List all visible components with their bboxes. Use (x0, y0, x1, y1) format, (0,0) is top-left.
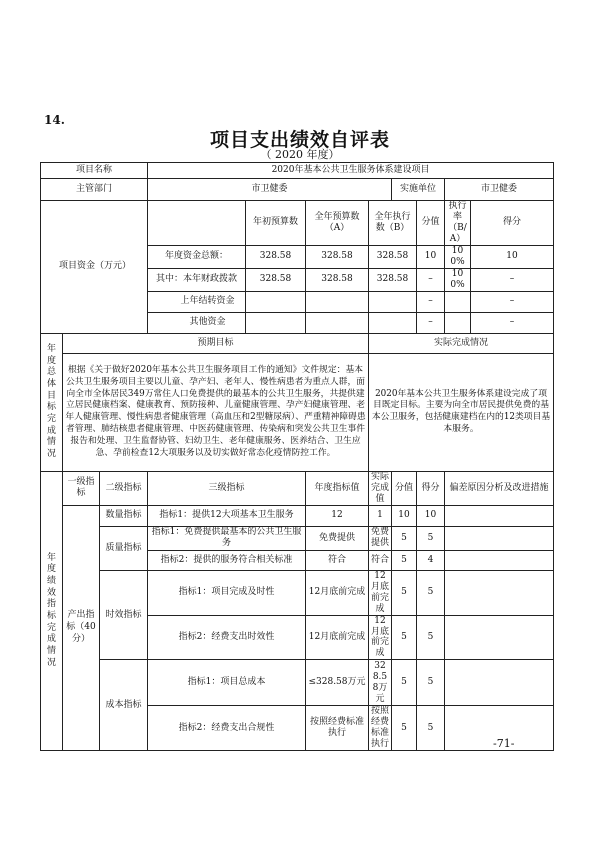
col-score: 得分 (417, 471, 445, 505)
indicator-actual: 12月底前完成 (369, 570, 392, 615)
indicator-target: 12月底前完成 (306, 570, 369, 615)
funds-row-exec: 328.58 (369, 268, 417, 291)
indicator-target: ≤328.58万元 (306, 660, 369, 706)
indicator-score-val: 5 (392, 570, 417, 615)
indicator-name: 指标1：免费提供最基本的公共卫生服务 (148, 526, 306, 550)
indicator-target: 12 (306, 505, 369, 526)
col-level3: 三级指标 (148, 471, 306, 505)
indicator-score-val: 10 (392, 505, 417, 526)
overall-label: 年度总体目标完成情况 (41, 333, 63, 471)
funds-col-blank (148, 201, 246, 246)
funds-label: 项目资金（万元） (41, 201, 148, 334)
indicator-header-row (41, 471, 554, 505)
col-score-val: 分值 (392, 471, 417, 505)
level2-cost: 成本指标 (100, 660, 148, 751)
funds-row-budget (306, 312, 369, 333)
funds-row-score: – (471, 312, 554, 333)
page-number: -71- (493, 737, 515, 750)
indicator-row (41, 660, 554, 706)
indicator-analysis (445, 526, 554, 550)
dept-value: 市卫健委 (148, 179, 392, 201)
funds-row-rate: 100% (445, 245, 471, 268)
funds-row-init (246, 291, 306, 312)
level1-output: 产出指标（40分） (63, 505, 100, 751)
actual-text: 2020年基本公共卫生服务体系建设完成了项目既定目标。主要为向全市居民提供免费的基本公卫服务，包括健康建档在内的12类项目基本服务。 (369, 353, 554, 471)
funds-col-rate: 执行率（B/A） (445, 201, 471, 246)
indicator-target: 按照经费标准执行 (306, 706, 369, 751)
indicator-name: 指标2：经费支出合规性 (148, 706, 306, 751)
year-subtitle: （ 2020 年度） (260, 148, 340, 161)
level2-quality: 质量指标 (100, 526, 148, 570)
funds-row-rate (445, 312, 471, 333)
funds-row-init (246, 312, 306, 333)
funds-row-score: – (471, 268, 554, 291)
indicator-score-val: 5 (392, 550, 417, 570)
col-target: 年度指标值 (306, 471, 369, 505)
funds-row-budget: 328.58 (306, 268, 369, 291)
funds-row-score-val: – (417, 312, 445, 333)
indicator-name: 指标1：项目完成及时性 (148, 570, 306, 615)
indicator-row (41, 570, 554, 615)
section-number: 14. (44, 113, 65, 127)
indicator-score: 5 (417, 526, 445, 550)
funds-col-budget: 全年预算数（A） (306, 201, 369, 246)
indicator-name: 指标2：经费支出时效性 (148, 615, 306, 660)
indicator-actual: 符合 (369, 550, 392, 570)
indicator-score: 10 (417, 505, 445, 526)
indicator-score-val: 5 (392, 615, 417, 660)
funds-row-score-val: 10 (417, 245, 445, 268)
department-row (41, 179, 554, 201)
overall-content-row (41, 353, 554, 471)
funds-row-name: 年度资金总额： (148, 245, 246, 268)
indicator-score: 5 (417, 706, 445, 751)
project-name-label: 项目名称 (41, 163, 148, 179)
funds-row-exec: 328.58 (369, 245, 417, 268)
indicator-score: 5 (417, 615, 445, 660)
indicator-score: 5 (417, 570, 445, 615)
indicator-analysis (445, 505, 554, 526)
funds-row-exec (369, 291, 417, 312)
funds-col-score: 得分 (471, 201, 554, 246)
project-name-row (41, 163, 554, 179)
funds-row-budget: 328.58 (306, 245, 369, 268)
indicator-score: 4 (417, 550, 445, 570)
funds-row-exec (369, 312, 417, 333)
expected-text: 根据《关于做好2020年基本公共卫生服务项目工作的通知》文件规定：基本公共卫生服务项目主要以儿童、孕产妇、老年人、慢性病患者为重点人群，面向全市全体居民349万常住人口免费提供的最基本的公共卫生服务，共提供建立居民健康档案、健康教育、预防接种、儿童健康管理、孕产妇健康管理、老年人健康管理、慢性病患者健康管理（高血压和2型糖尿病）、严重精神障碍患者管理、肺结核患者健康管理、中医药健康管理、传染病和突发公共卫生事件报告和处理、卫生监督协管、妇幼卫生、老年健康服务、医养结合、卫生应急、孕前检查12大项服务以及切实做好常态化疫情防控工作。 (63, 353, 369, 471)
funds-row-score-val: – (417, 291, 445, 312)
actual-label: 实际完成情况 (369, 333, 554, 353)
dept-label: 主管部门 (41, 179, 148, 201)
funds-row-init: 328.58 (246, 245, 306, 268)
funds-row-score: 10 (471, 245, 554, 268)
impl-value: 市卫健委 (445, 179, 554, 201)
indicator-row (41, 526, 554, 550)
indicator-actual: 免费提供 (369, 526, 392, 550)
overall-header-row (41, 333, 554, 353)
indicator-score: 5 (417, 660, 445, 706)
col-level1: 一级指标 (63, 471, 100, 505)
indicator-score-val: 5 (392, 526, 417, 550)
funds-row-name: 其他资金 (148, 312, 246, 333)
indicator-analysis (445, 550, 554, 570)
indicator-actual: 1 (369, 505, 392, 526)
indicator-score-val: 5 (392, 660, 417, 706)
funds-row-name: 上年结转资金 (148, 291, 246, 312)
indicator-actual: 328.58万元 (369, 660, 392, 706)
level2-timeliness: 时效指标 (100, 570, 148, 660)
indicator-analysis (445, 570, 554, 615)
expected-label: 预期目标 (63, 333, 369, 353)
indicator-score-val: 5 (392, 706, 417, 751)
funds-row-name: 其中：本年财政拨款 (148, 268, 246, 291)
indicator-actual: 12月底前完成 (369, 615, 392, 660)
funds-col-score-val: 分值 (417, 201, 445, 246)
impl-label: 实施单位 (392, 179, 445, 201)
funds-row-score-val: – (417, 268, 445, 291)
funds-row-score: – (471, 291, 554, 312)
indicator-target: 12月底前完成 (306, 615, 369, 660)
indicator-row (41, 505, 554, 526)
funds-row-budget (306, 291, 369, 312)
indicator-name: 指标1：提供12大项基本卫生服务 (148, 505, 306, 526)
level2-quantity: 数量指标 (100, 505, 148, 526)
funds-col-exec: 全年执行数（B） (369, 201, 417, 246)
funds-col-init: 年初预算数 (246, 201, 306, 246)
funds-row-init: 328.58 (246, 268, 306, 291)
funds-row-rate: 100% (445, 268, 471, 291)
indicator-target: 免费提供 (306, 526, 369, 550)
funds-row-rate (445, 291, 471, 312)
col-actual: 实际完成值 (369, 471, 392, 505)
indicator-actual: 按照经费标准执行 (369, 706, 392, 751)
col-analysis: 偏差原因分析及改进措施 (445, 471, 554, 505)
indicators-label: 年度绩效指标完成情况 (41, 471, 63, 751)
indicator-analysis (445, 660, 554, 706)
evaluation-table (40, 162, 554, 751)
funds-header-row (41, 201, 554, 246)
indicator-target: 符合 (306, 550, 369, 570)
page-title: 项目支出绩效自评表 (209, 129, 390, 151)
indicator-name: 指标1：项目总成本 (148, 660, 306, 706)
col-level2: 二级指标 (100, 471, 148, 505)
indicator-name: 指标2：提供的服务符合相关标准 (148, 550, 306, 570)
indicator-analysis (445, 615, 554, 660)
project-name-value: 2020年基本公共卫生服务体系建设项目 (148, 163, 554, 179)
